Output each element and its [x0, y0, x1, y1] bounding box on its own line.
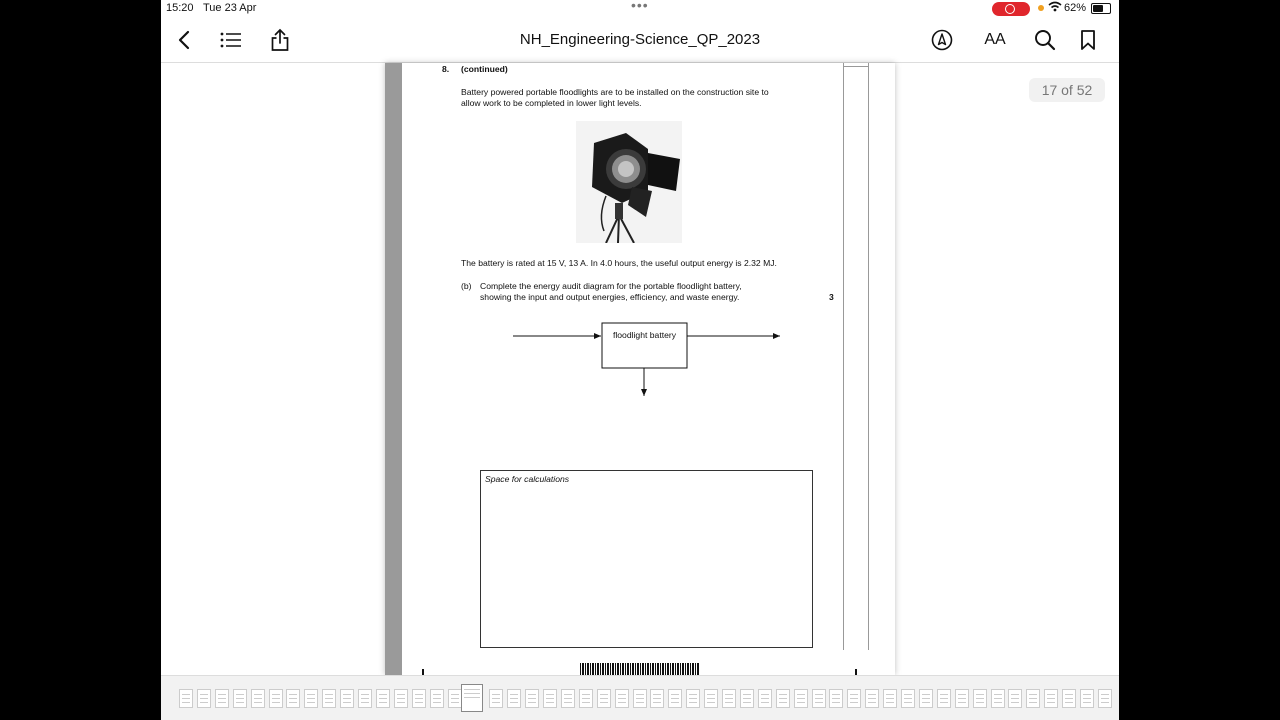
thumbnail-page[interactable]	[322, 689, 336, 708]
mic-indicator-icon	[1038, 5, 1044, 11]
thumbnail-page[interactable]	[340, 689, 354, 708]
thumbnail-page[interactable]	[1008, 689, 1022, 708]
battery-percentage: 62%	[1064, 2, 1087, 14]
screen-recording-icon[interactable]	[992, 2, 1030, 16]
thumbnail-page[interactable]	[448, 689, 462, 708]
continued-label: (continued)	[461, 64, 508, 74]
status-date: Tue 23 Apr	[203, 2, 257, 14]
thumbnail-page[interactable]	[991, 689, 1005, 708]
thumbnail-page[interactable]	[412, 689, 426, 708]
thumbnail-page[interactable]	[579, 689, 593, 708]
thumbnail-page[interactable]	[668, 689, 682, 708]
thumbnail-page[interactable]	[489, 689, 503, 708]
thumbnail-page[interactable]	[883, 689, 897, 708]
calculation-space[interactable]	[480, 470, 813, 648]
status-bar	[161, 0, 1119, 18]
thumbnail-page[interactable]	[286, 689, 300, 708]
thumbnail-page[interactable]	[758, 689, 772, 708]
thumbnail-page[interactable]	[1062, 689, 1076, 708]
thumbnail-page[interactable]	[650, 689, 664, 708]
thumbnail-page[interactable]	[251, 689, 265, 708]
calc-label: Space for calculations	[485, 474, 570, 484]
margin-column	[843, 63, 869, 650]
intro-line-1: Battery powered portable floodlights are to be installed on the construction site to	[461, 87, 769, 97]
battery-spec: The battery is rated at 15 V, 13 A. In 4.0 hours, the useful output energy is 2.32 MJ.	[461, 258, 777, 268]
question-number: 8.	[442, 64, 450, 74]
multitask-dots-icon[interactable]: •••	[631, 0, 649, 13]
pdf-page[interactable]	[385, 63, 895, 675]
thumbnail-page[interactable]	[1026, 689, 1040, 708]
thumbnail-page[interactable]	[1044, 689, 1058, 708]
floodlight-image	[576, 121, 682, 243]
thumbnail-page[interactable]	[919, 689, 933, 708]
part-line-1: Complete the energy audit diagram for the portable floodlight battery,	[480, 281, 742, 291]
thumbnail-page[interactable]	[1080, 689, 1094, 708]
thumbnail-page[interactable]	[865, 689, 879, 708]
thumbnail-page[interactable]	[722, 689, 736, 708]
thumbnail-page[interactable]	[507, 689, 521, 708]
bookmark-icon[interactable]	[1075, 27, 1101, 53]
thumbnail-page[interactable]	[543, 689, 557, 708]
page-counter: 17 of 52	[1029, 78, 1105, 102]
marks-value: 3	[829, 292, 834, 302]
battery-icon	[1091, 3, 1111, 14]
thumbnail-page[interactable]	[304, 689, 318, 708]
markup-pen-icon[interactable]	[929, 27, 955, 53]
thumbnail-strip[interactable]	[161, 675, 1119, 720]
thumbnail-page[interactable]	[776, 689, 790, 708]
thumbnail-page[interactable]	[179, 689, 193, 708]
thumbnail-page[interactable]	[794, 689, 808, 708]
thumbnail-page[interactable]	[686, 689, 700, 708]
thumbnail-page[interactable]	[615, 689, 629, 708]
intro-line-2: allow work to be completed in lower light levels.	[461, 98, 642, 108]
thumbnail-page[interactable]	[740, 689, 754, 708]
thumbnail-page[interactable]	[937, 689, 951, 708]
document-viewer[interactable]	[161, 63, 1119, 675]
thumbnail-page[interactable]	[215, 689, 229, 708]
barcode	[580, 663, 700, 675]
thumbnail-current-page[interactable]	[461, 684, 483, 712]
thumbnail-page[interactable]	[197, 689, 211, 708]
status-time: 15:20	[166, 2, 194, 14]
thumbnail-page[interactable]	[973, 689, 987, 708]
part-label: (b)	[461, 281, 472, 291]
toolbar	[161, 18, 1119, 63]
thumbnail-page[interactable]	[561, 689, 575, 708]
thumbnail-page[interactable]	[704, 689, 718, 708]
thumbnail-page[interactable]	[376, 689, 390, 708]
wifi-icon	[1048, 1, 1062, 15]
thumbnail-page[interactable]	[597, 689, 611, 708]
thumbnail-page[interactable]	[233, 689, 247, 708]
thumbnail-page[interactable]	[430, 689, 444, 708]
document-title: NH_Engineering-Science_QP_2023	[519, 31, 761, 48]
thumbnail-page[interactable]	[829, 689, 843, 708]
ipad-screen	[161, 0, 1119, 720]
thumbnail-page[interactable]	[955, 689, 969, 708]
text-size-icon[interactable]: AA	[984, 31, 1006, 48]
search-icon[interactable]	[1032, 27, 1058, 53]
part-line-2: showing the input and output energies, efficiency, and waste energy.	[480, 292, 740, 302]
thumbnail-page[interactable]	[633, 689, 647, 708]
thumbnail-page[interactable]	[394, 689, 408, 708]
thumbnail-page[interactable]	[812, 689, 826, 708]
thumbnail-page[interactable]	[269, 689, 283, 708]
thumbnail-page[interactable]	[358, 689, 372, 708]
thumbnail-page[interactable]	[525, 689, 539, 708]
thumbnail-page[interactable]	[901, 689, 915, 708]
diagram-box-label: floodlight battery	[612, 330, 677, 340]
thumbnail-page[interactable]	[847, 689, 861, 708]
thumbnail-page[interactable]	[1098, 689, 1112, 708]
page-binding-shadow	[385, 63, 402, 675]
